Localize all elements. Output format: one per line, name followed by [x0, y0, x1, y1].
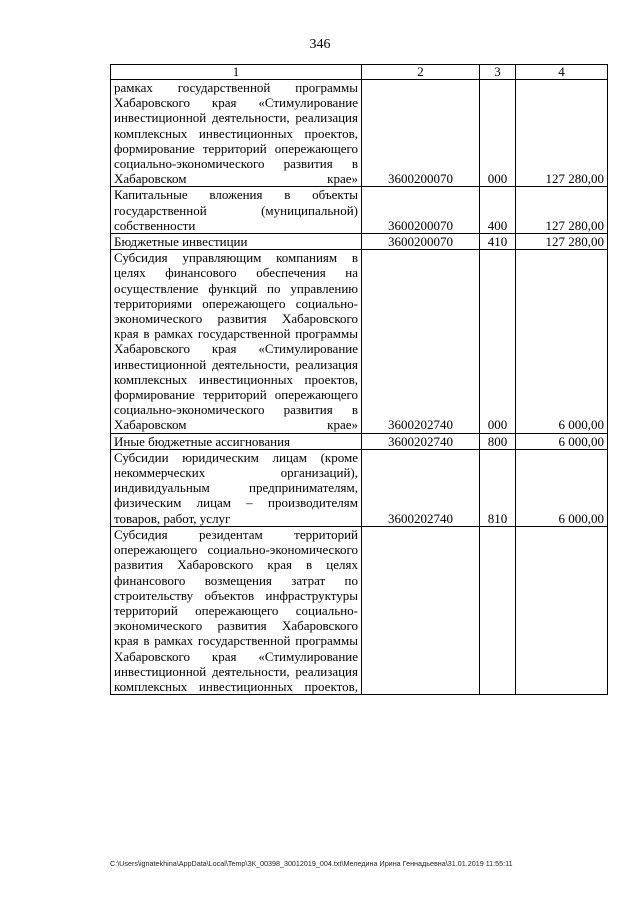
page-number: 346 [309, 37, 331, 52]
row-type: 400 [480, 187, 516, 234]
table-row [111, 250, 608, 433]
file-path-footer: C:\Users\ignatekhina\AppData\Local\Temp\ЗК_00398_30012019_004.txt\Меледина Ирина Геннадьевна\31.01.2019 11:55:11 [110, 859, 513, 868]
row-amount: 6 000,00 [516, 449, 608, 526]
row-amount: 127 280,00 [516, 80, 608, 187]
row-amount: 127 280,00 [516, 234, 608, 250]
row-name: Капитальные вложения в объекты государственной (муниципальной) собственности [111, 187, 362, 234]
row-amount: 6 000,00 [516, 433, 608, 449]
row-name: Иные бюджетные ассигнования [111, 433, 362, 449]
table-row [111, 234, 608, 250]
table-row [111, 449, 608, 526]
table-row [111, 187, 608, 234]
row-code: 3600202740 [362, 250, 480, 433]
row-name: рамках государственной программы Хабаровского края «Стимулирование инвестиционной деятельности, реализация комплексных инвестиционных проектов, формирование территорий опережающего социально-экономического развития в Хабаровском крае» [111, 80, 362, 187]
row-type: 000 [480, 80, 516, 187]
row-code: 3600200070 [362, 234, 480, 250]
table-header-row [111, 65, 608, 80]
row-name: Субсидии юридическим лицам (кроме некоммерческих организаций), индивидуальным предпринимателям, физическим лицам – производителям товаров, работ, услуг [111, 449, 362, 526]
header-col-3: 3 [480, 65, 516, 80]
header-col-1: 1 [111, 65, 362, 80]
row-amount: 127 280,00 [516, 187, 608, 234]
row-name: Бюджетные инвестиции [111, 234, 362, 250]
header-col-2: 2 [362, 65, 480, 80]
row-code [362, 526, 480, 694]
row-code: 3600202740 [362, 449, 480, 526]
row-type: 810 [480, 449, 516, 526]
table-row [111, 526, 608, 694]
table-row [111, 80, 608, 187]
row-type: 000 [480, 250, 516, 433]
row-type: 800 [480, 433, 516, 449]
row-code: 3600200070 [362, 187, 480, 234]
row-name: Субсидия резидентам территорий опережающего социально-экономического развития Хабаровского края в целях финансового возмещения затрат по строительству объектов инфраструктуры территорий опережающего социально-экономического развития Хабаровского края в рамках государственной программы Хабаровского края «Стимулирование инвестиционной деятельности, реализация комплексных инвестиционных проектов, [111, 526, 362, 694]
row-amount: 6 000,00 [516, 250, 608, 433]
budget-table [110, 64, 608, 695]
row-name: Субсидия управляющим компаниям в целях финансового обеспечения на осуществление функций по управлению территориями опережающего социально-экономического развития Хабаровского края в рамках государственной программы Хабаровского края «Стимулирование инвестиционной деятельности, реализация комплексных инвестиционных проектов, формирование территорий опережающего социально-экономического развития в Хабаровском крае» [111, 250, 362, 433]
table-row [111, 433, 608, 449]
row-amount [516, 526, 608, 694]
row-type: 410 [480, 234, 516, 250]
row-code: 3600202740 [362, 433, 480, 449]
row-code: 3600200070 [362, 80, 480, 187]
header-col-4: 4 [516, 65, 608, 80]
row-type [480, 526, 516, 694]
